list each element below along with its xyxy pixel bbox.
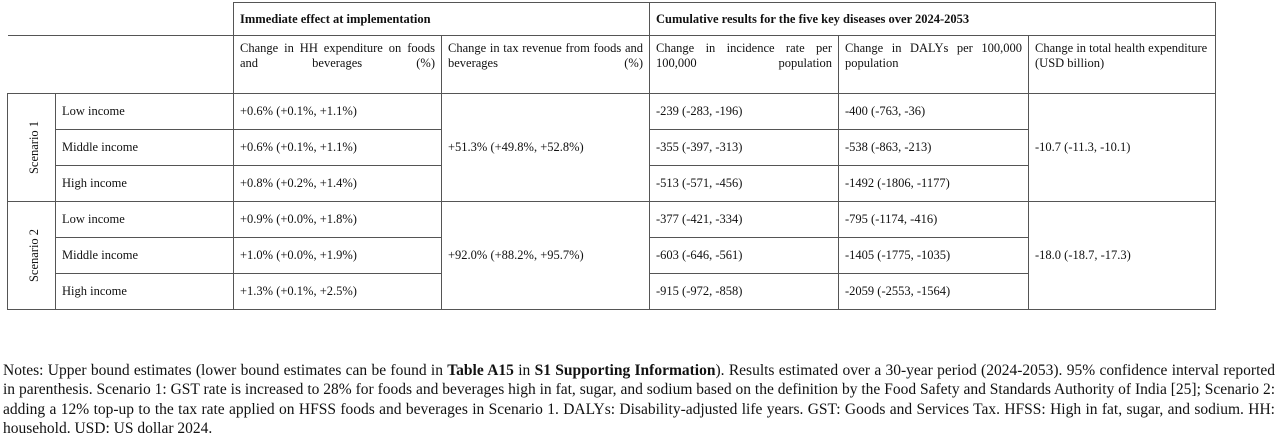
column-header-health-expenditure: Change in total health expenditure (USD billion) (1029, 36, 1216, 94)
scenario-label: Scenario 2 (27, 228, 42, 283)
dalys-cell: -1492 (-1806, -1177) (839, 166, 1029, 202)
health-expenditure-cell: -10.7 (-11.3, -10.1) (1029, 94, 1216, 202)
dalys-cell: -1405 (-1775, -1035) (839, 238, 1029, 274)
hh-expenditure-cell: +1.0% (+0.0%, +1.9%) (234, 238, 442, 274)
group-header-row (8, 3, 1216, 36)
health-expenditure-cell: -18.0 (-18.7, -17.3) (1029, 202, 1216, 310)
incidence-cell: -355 (-397, -313) (650, 130, 839, 166)
hh-expenditure-cell: +0.8% (+0.2%, +1.4%) (234, 166, 442, 202)
scenario-label: Scenario 1 (27, 120, 42, 175)
incidence-cell: -915 (-972, -858) (650, 274, 839, 310)
group-header-cumulative: Cumulative results for the five key diseases over 2024-2053 (650, 3, 1216, 36)
table-row (8, 94, 1216, 130)
income-group-cell: Low income (56, 94, 234, 130)
column-header-hh-expenditure: Change in HH expenditure on foods and beverages (%) (234, 36, 442, 94)
column-header-tax-revenue: Change in tax revenue from foods and beverages (%) (442, 36, 650, 94)
notes-text: ). Results estimated over a 30-year period (2024-2053). 95% confidence interval reported in parenthesis. Scenario 1: GST rate is increased to 28% for foods and beverages high in fat, sugar, and sodium based on the definition by the Food Safety and Standards Authority of India [25]; Scenario 2: adding a 12% top-up to the tax rate applied on HFSS foods and beverages in Scenario 1. DALYs: Disability-adjusted life years. GST: Goods and Services Tax. HFSS: High in fat, sugar, and sodium. HH: household. USD: US dollar 2024. (3, 361, 1276, 437)
income-group-cell: Low income (56, 202, 234, 238)
dalys-cell: -400 (-763, -36) (839, 94, 1029, 130)
incidence-cell: -513 (-571, -456) (650, 166, 839, 202)
column-header-row (8, 36, 1216, 94)
dalys-cell: -538 (-863, -213) (839, 130, 1029, 166)
dalys-cell: -2059 (-2553, -1564) (839, 274, 1029, 310)
incidence-cell: -377 (-421, -334) (650, 202, 839, 238)
table-notes (3, 361, 1275, 439)
incidence-cell: -239 (-283, -196) (650, 94, 839, 130)
scenario-label-cell (8, 94, 56, 202)
hh-expenditure-cell: +0.9% (+0.0%, +1.8%) (234, 202, 442, 238)
income-group-cell: High income (56, 274, 234, 310)
scenario-label-cell (8, 202, 56, 310)
table-reference: Table A15 (447, 361, 514, 379)
notes-text: Notes: Upper bound estimates (lower bound estimates can be found in (3, 361, 448, 379)
column-header-dalys: Change in DALYs per 100,000 population (839, 36, 1029, 94)
dalys-cell: -795 (-1174, -416) (839, 202, 1029, 238)
income-group-cell: Middle income (56, 238, 234, 274)
tax-revenue-cell: +51.3% (+49.8%, +52.8%) (442, 94, 650, 202)
column-header-incidence: Change in incidence rate per 100,000 population (650, 36, 839, 94)
supporting-info-reference: S1 Supporting Information (534, 361, 716, 379)
notes-text: in (513, 361, 535, 379)
income-group-cell: High income (56, 166, 234, 202)
hh-expenditure-cell: +1.3% (+0.1%, +2.5%) (234, 274, 442, 310)
table-row (8, 202, 1216, 238)
hh-expenditure-cell: +0.6% (+0.1%, +1.1%) (234, 130, 442, 166)
group-header-immediate: Immediate effect at implementation (234, 3, 650, 36)
hh-expenditure-cell: +0.6% (+0.1%, +1.1%) (234, 94, 442, 130)
empty-corner-cell (8, 36, 234, 94)
empty-corner-cell (8, 3, 234, 36)
income-group-cell: Middle income (56, 130, 234, 166)
tax-revenue-cell: +92.0% (+88.2%, +95.7%) (442, 202, 650, 310)
results-table (7, 2, 1216, 310)
incidence-cell: -603 (-646, -561) (650, 238, 839, 274)
